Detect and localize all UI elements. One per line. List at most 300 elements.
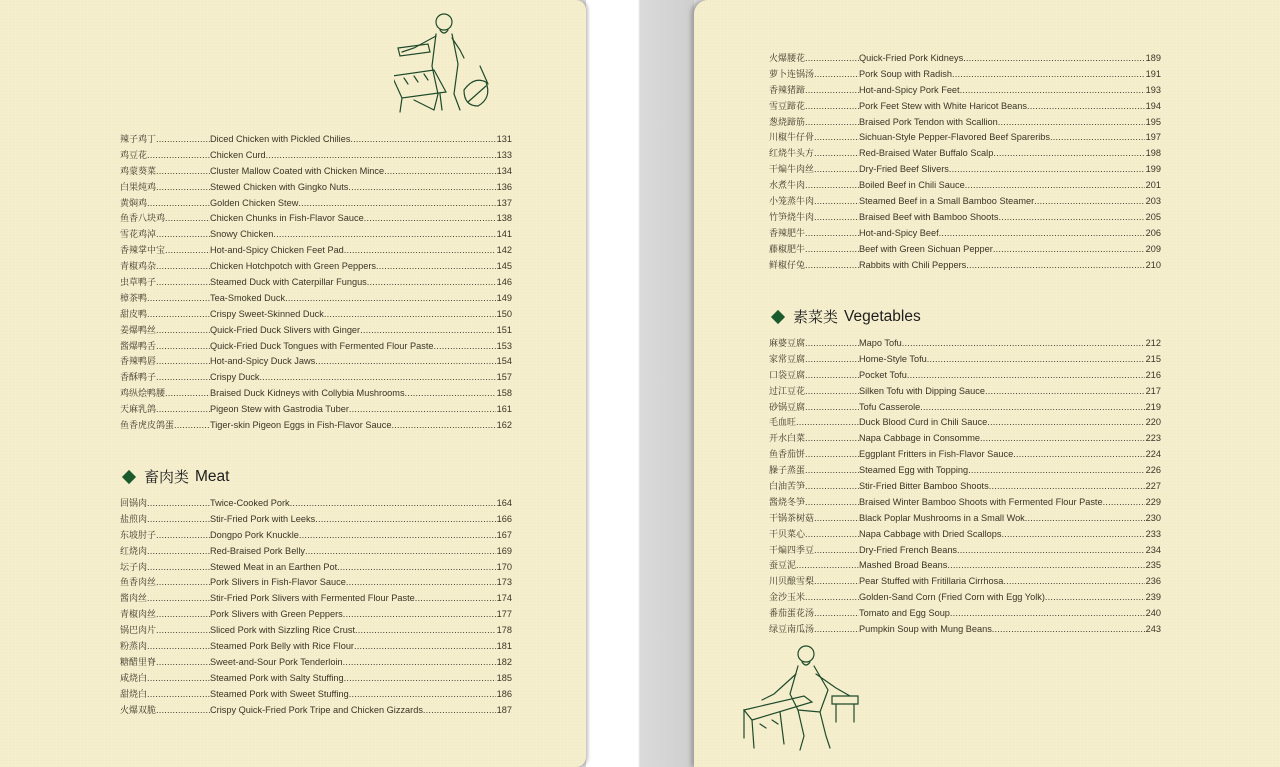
dot-leader bbox=[343, 607, 496, 623]
dot-leader bbox=[805, 83, 859, 99]
toc-entry[interactable] bbox=[120, 496, 512, 512]
dot-leader bbox=[998, 115, 1145, 131]
page-number: 203 bbox=[1145, 196, 1161, 207]
dish-name-en: Mapo Tofu bbox=[859, 338, 902, 348]
page-number: 170 bbox=[496, 561, 512, 572]
dish-name-zh: 姜爆鸭丝 bbox=[120, 325, 157, 336]
dish-name-en: Dry-Fried French Beans bbox=[859, 544, 958, 555]
toc-entry[interactable] bbox=[769, 67, 1161, 83]
dish-name-en: Cluster Mallow Coated with Chicken Mince bbox=[210, 165, 385, 176]
toc-entry[interactable] bbox=[769, 606, 1161, 622]
dish-name-zh: 甜皮鸭 bbox=[120, 309, 148, 320]
dot-leader bbox=[947, 558, 1145, 574]
dish-name-en: Pork Feet Stew with White Haricot Beans bbox=[859, 100, 1027, 111]
dot-leader bbox=[814, 543, 859, 559]
dish-name-zh: 雪花鸡淖 bbox=[120, 230, 157, 241]
page-number: 185 bbox=[496, 672, 512, 683]
dish-name-en: Tofu Casserole bbox=[859, 401, 921, 412]
page-number: 141 bbox=[496, 229, 512, 240]
page-number: 138 bbox=[496, 213, 512, 224]
dot-leader bbox=[805, 479, 859, 495]
dot-leader bbox=[156, 354, 210, 370]
dish-name-en: Red-Braised Water Buffalo Scalp bbox=[859, 148, 994, 159]
toc-entry[interactable] bbox=[769, 99, 1161, 115]
dot-leader bbox=[260, 370, 496, 386]
toc-entry[interactable] bbox=[120, 607, 512, 623]
toc-entry[interactable] bbox=[769, 622, 1161, 638]
dot-leader bbox=[985, 384, 1145, 400]
toc-entry[interactable] bbox=[769, 463, 1161, 479]
page-number: 150 bbox=[496, 308, 512, 319]
toc-entry[interactable] bbox=[120, 259, 512, 275]
dot-leader bbox=[147, 496, 210, 512]
vegetables-heading-zh: 素菜类 bbox=[793, 308, 839, 326]
dish-name-zh: 麻婆豆腐 bbox=[769, 339, 806, 349]
toc-entry[interactable] bbox=[769, 51, 1161, 67]
dish-name-zh: 干锅茶树菇 bbox=[769, 513, 815, 524]
toc-entry[interactable] bbox=[120, 386, 512, 402]
dot-leader bbox=[165, 386, 210, 402]
dish-name-zh: 香酥鸭子 bbox=[120, 373, 157, 384]
dish-name-en: Quick-Fried Duck Slivers with Ginger bbox=[210, 324, 361, 335]
dish-name-zh: 绿豆南瓜汤 bbox=[769, 625, 815, 636]
dish-name-zh: 火爆双脆 bbox=[120, 705, 157, 716]
dish-name-en: Braised Duck Kidneys with Collybia Mushrooms bbox=[210, 388, 405, 399]
toc-entry[interactable] bbox=[120, 196, 512, 212]
dot-leader bbox=[805, 115, 859, 131]
page-number: 182 bbox=[496, 656, 512, 667]
dish-name-en: Steamed Pork with Sweet Stuffing bbox=[210, 688, 349, 699]
page-number: 235 bbox=[1145, 560, 1161, 571]
toc-entry[interactable] bbox=[120, 148, 512, 164]
toc-entry[interactable] bbox=[769, 194, 1161, 210]
dot-leader bbox=[147, 639, 210, 655]
dish-name-en: Tiger-skin Pigeon Eggs in Fish-Flavor Sauce bbox=[210, 420, 392, 431]
dish-name-en: Mashed Broad Beans bbox=[859, 560, 948, 571]
page-number: 223 bbox=[1145, 433, 1161, 444]
dish-name-zh: 酱爆鸭舌 bbox=[120, 341, 157, 352]
dot-leader bbox=[415, 591, 496, 607]
dot-leader bbox=[266, 148, 496, 164]
dot-leader bbox=[343, 655, 496, 671]
page-number: 186 bbox=[496, 688, 512, 699]
page-number: 229 bbox=[1145, 496, 1161, 507]
toc-entry[interactable] bbox=[120, 655, 512, 671]
toc-entry[interactable] bbox=[120, 671, 512, 687]
dish-name-en: Home-Style Tofu bbox=[859, 353, 927, 364]
dot-leader bbox=[1013, 447, 1145, 463]
toc-entry[interactable] bbox=[120, 275, 512, 291]
toc-entry[interactable] bbox=[769, 558, 1161, 574]
dot-leader bbox=[355, 623, 496, 639]
page-number: 151 bbox=[496, 324, 512, 335]
dot-leader bbox=[349, 402, 496, 418]
toc-entry[interactable] bbox=[120, 180, 512, 196]
meat-heading bbox=[122, 466, 229, 487]
dot-leader bbox=[968, 463, 1145, 479]
dot-leader bbox=[405, 386, 496, 402]
dish-name-zh: 臊子蒸蛋 bbox=[769, 466, 806, 477]
dot-leader bbox=[965, 178, 1145, 194]
dot-leader bbox=[814, 606, 859, 622]
dot-leader bbox=[998, 210, 1145, 226]
dish-name-zh: 天麻乳鸽 bbox=[120, 405, 157, 416]
page-number: 189 bbox=[1145, 53, 1161, 63]
page-number: 239 bbox=[1145, 592, 1161, 603]
toc-entry[interactable] bbox=[120, 560, 512, 576]
page-number: 197 bbox=[1145, 132, 1161, 143]
dish-name-zh: 东坡肘子 bbox=[120, 530, 157, 541]
dot-leader bbox=[156, 528, 210, 544]
toc-entry[interactable] bbox=[769, 415, 1161, 431]
dot-leader bbox=[384, 164, 496, 180]
toc-entry[interactable] bbox=[769, 384, 1161, 400]
dot-leader bbox=[805, 527, 859, 543]
dot-leader bbox=[290, 496, 496, 512]
page-number: 215 bbox=[1145, 353, 1161, 364]
toc-entry[interactable] bbox=[120, 544, 512, 560]
toc-entry[interactable] bbox=[120, 132, 512, 148]
dish-name-zh: 黄焖鸡 bbox=[120, 198, 148, 209]
dot-leader bbox=[273, 227, 496, 243]
dish-name-zh: 干煸牛肉丝 bbox=[769, 165, 815, 176]
dot-leader bbox=[367, 275, 496, 291]
dot-leader bbox=[980, 431, 1145, 447]
dot-leader bbox=[952, 67, 1145, 83]
page-number: 169 bbox=[496, 545, 512, 556]
dish-name-en: Silken Tofu with Dipping Sauce bbox=[859, 385, 985, 396]
page-number: 133 bbox=[496, 149, 512, 160]
dot-leader bbox=[348, 180, 496, 196]
dot-leader bbox=[814, 67, 859, 83]
page-number: 226 bbox=[1145, 465, 1161, 476]
dish-name-zh: 樟茶鸭 bbox=[120, 293, 148, 304]
meat-heading-en: Meat bbox=[195, 467, 230, 485]
dish-name-zh: 干煸四季豆 bbox=[769, 545, 815, 556]
toc-entry[interactable] bbox=[120, 323, 512, 339]
dot-leader bbox=[805, 431, 859, 447]
dish-name-zh: 番茄蛋花汤 bbox=[769, 609, 815, 620]
dot-leader bbox=[156, 164, 210, 180]
dish-name-zh: 香辣掌中宝 bbox=[120, 246, 166, 257]
page-number: 158 bbox=[496, 388, 512, 399]
dish-name-en: Duck Blood Curd in Chili Sauce bbox=[859, 417, 988, 428]
dot-leader bbox=[354, 639, 496, 655]
toc-entry[interactable] bbox=[769, 162, 1161, 178]
toc-entry[interactable] bbox=[769, 83, 1161, 99]
dot-leader bbox=[814, 130, 859, 146]
page-number: 194 bbox=[1145, 100, 1161, 111]
dish-name-en: Braised Pork Tendon with Scallion bbox=[859, 116, 998, 127]
dot-leader bbox=[156, 259, 210, 275]
dot-leader bbox=[156, 703, 210, 719]
toc-entry[interactable] bbox=[120, 418, 512, 434]
dot-leader bbox=[966, 258, 1145, 274]
dish-name-zh: 香辣猪蹄 bbox=[769, 85, 806, 96]
page-number: 191 bbox=[1145, 68, 1161, 79]
toc-entry[interactable] bbox=[769, 400, 1161, 416]
meat-list bbox=[120, 496, 512, 718]
page-number: 195 bbox=[1145, 116, 1161, 127]
page-number: 220 bbox=[1145, 417, 1161, 428]
dish-name-zh: 虫草鸭子 bbox=[120, 278, 157, 289]
dot-leader bbox=[298, 196, 496, 212]
meat-list-continued bbox=[769, 51, 1161, 273]
dish-name-en: Black Poplar Mushrooms in a Small Wok bbox=[859, 512, 1025, 523]
dot-leader bbox=[315, 512, 496, 528]
dot-leader bbox=[344, 671, 496, 687]
dot-leader bbox=[950, 606, 1145, 622]
dot-leader bbox=[147, 671, 210, 687]
dot-leader bbox=[1045, 590, 1145, 606]
dish-name-en: Dry-Fried Beef Slivers bbox=[859, 164, 949, 175]
meat-heading-zh: 畜肉类 bbox=[144, 468, 190, 486]
toc-entry[interactable] bbox=[120, 402, 512, 418]
dish-name-zh: 白油苦笋 bbox=[769, 482, 806, 493]
dot-leader bbox=[156, 655, 210, 671]
dish-name-en: Tomato and Egg Soup bbox=[859, 608, 950, 619]
dot-leader bbox=[814, 146, 859, 162]
dot-leader bbox=[963, 51, 1145, 67]
toc-entry[interactable] bbox=[120, 307, 512, 323]
dish-name-zh: 鲜椒仔兔 bbox=[769, 260, 806, 271]
toc-entry[interactable] bbox=[769, 210, 1161, 226]
toc-entry[interactable] bbox=[120, 339, 512, 355]
toc-entry[interactable] bbox=[120, 639, 512, 655]
toc-entry[interactable] bbox=[769, 178, 1161, 194]
dish-name-en: Boiled Beef in Chili Sauce bbox=[859, 180, 965, 191]
dish-name-zh: 口袋豆腐 bbox=[769, 370, 806, 381]
toc-entry[interactable] bbox=[769, 574, 1161, 590]
dish-name-en: Stir-Fried Pork Slivers with Fermented Flour Paste bbox=[210, 593, 415, 604]
toc-entry[interactable] bbox=[120, 591, 512, 607]
poultry-list bbox=[120, 132, 512, 434]
toc-entry[interactable] bbox=[769, 511, 1161, 527]
dish-name-zh: 鱼香八块鸡 bbox=[120, 214, 166, 225]
dish-name-zh: 糖醋里脊 bbox=[120, 657, 157, 668]
toc-entry[interactable] bbox=[120, 243, 512, 259]
dish-name-en: Crispy Duck bbox=[210, 372, 260, 383]
toc-entry[interactable] bbox=[769, 146, 1161, 162]
dish-name-zh: 鸡纵烩鸭腰 bbox=[120, 389, 166, 400]
dish-name-en: Sliced Pork with Sizzling Rice Crust bbox=[210, 625, 356, 636]
dot-leader bbox=[156, 402, 210, 418]
dot-leader bbox=[907, 368, 1145, 384]
craftsman-illustration-icon bbox=[740, 640, 862, 758]
dot-leader bbox=[147, 591, 210, 607]
toc-entry[interactable] bbox=[769, 431, 1161, 447]
dot-leader bbox=[805, 242, 859, 258]
dish-name-en: Golden Chicken Stew bbox=[210, 197, 299, 208]
dish-name-zh: 鱼香虎皮鸽蛋 bbox=[120, 421, 175, 432]
dot-leader bbox=[147, 291, 210, 307]
toc-entry[interactable] bbox=[120, 354, 512, 370]
page-number: 136 bbox=[496, 181, 512, 192]
dish-name-zh: 小笼蒸牛肉 bbox=[769, 197, 815, 208]
dot-leader bbox=[299, 528, 496, 544]
dish-name-zh: 蚕豆泥 bbox=[769, 561, 797, 572]
dish-name-en: Rabbits with Chili Peppers bbox=[859, 259, 967, 270]
toc-entry[interactable] bbox=[769, 527, 1161, 543]
page-number: 199 bbox=[1145, 164, 1161, 175]
dot-leader bbox=[805, 463, 859, 479]
dish-name-en: Stir-Fried Pork with Leeks bbox=[210, 513, 316, 524]
dish-name-zh: 坛子肉 bbox=[120, 562, 148, 573]
page-number: 157 bbox=[496, 372, 512, 383]
vegetables-heading-en: Vegetables bbox=[844, 307, 921, 325]
toc-entry[interactable] bbox=[120, 164, 512, 180]
toc-entry[interactable] bbox=[769, 130, 1161, 146]
dish-name-en: Red-Braised Pork Belly bbox=[210, 545, 305, 556]
dot-leader bbox=[165, 243, 210, 259]
chef-illustration-icon bbox=[394, 6, 498, 118]
dish-name-en: Quick-Fried Pork Kidneys bbox=[859, 53, 964, 63]
dish-name-en: Sweet-and-Sour Pork Tenderloin bbox=[210, 656, 343, 667]
dish-name-zh: 青椒鸡杂 bbox=[120, 262, 157, 273]
dish-name-en: Pork Soup with Radish bbox=[859, 68, 952, 79]
page-number: 153 bbox=[496, 340, 512, 351]
page-number: 219 bbox=[1145, 401, 1161, 412]
dish-name-zh: 金沙玉米 bbox=[769, 593, 806, 604]
dot-leader bbox=[1002, 527, 1146, 543]
dot-leader bbox=[147, 196, 210, 212]
dot-leader bbox=[156, 607, 210, 623]
dot-leader bbox=[156, 623, 210, 639]
toc-entry[interactable] bbox=[769, 336, 1161, 352]
dot-leader bbox=[364, 211, 496, 227]
dot-leader bbox=[814, 210, 859, 226]
dish-name-en: Diced Chicken with Pickled Chilies bbox=[210, 134, 351, 144]
dot-leader bbox=[305, 544, 496, 560]
page-number: 134 bbox=[496, 165, 512, 176]
page-number: 217 bbox=[1145, 385, 1161, 396]
dot-leader bbox=[993, 242, 1145, 258]
dot-leader bbox=[814, 511, 859, 527]
toc-entry[interactable] bbox=[120, 211, 512, 227]
dish-name-zh: 川椒牛仔骨 bbox=[769, 133, 815, 144]
dot-leader bbox=[423, 703, 496, 719]
dot-leader bbox=[927, 352, 1145, 368]
toc-entry[interactable] bbox=[120, 512, 512, 528]
dish-name-en: Crispy Quick-Fried Pork Tripe and Chicken Gizzards bbox=[210, 704, 423, 715]
toc-entry[interactable] bbox=[769, 352, 1161, 368]
toc-entry[interactable] bbox=[120, 528, 512, 544]
page-number: 236 bbox=[1145, 576, 1161, 587]
page-number: 149 bbox=[496, 292, 512, 303]
dish-name-en: Pork Slivers with Green Peppers bbox=[210, 609, 343, 620]
page-number: 178 bbox=[496, 625, 512, 636]
page-number: 164 bbox=[496, 498, 512, 508]
toc-entry[interactable] bbox=[120, 623, 512, 639]
vegetables-list bbox=[769, 336, 1161, 638]
dish-name-en: Chicken Hotchpotch with Green Peppers bbox=[210, 261, 376, 272]
toc-entry[interactable] bbox=[769, 258, 1161, 274]
dot-leader bbox=[350, 132, 496, 148]
toc-entry[interactable] bbox=[769, 543, 1161, 559]
dot-leader bbox=[156, 575, 210, 591]
dish-name-en: Hot-and-Spicy Beef bbox=[859, 227, 939, 238]
dish-name-en: Pear Stuffed with Fritillaria Cirrhosa bbox=[859, 576, 1004, 587]
dish-name-en: Chicken Curd bbox=[210, 149, 266, 160]
toc-entry[interactable] bbox=[769, 115, 1161, 131]
page-number: 166 bbox=[496, 513, 512, 524]
toc-entry[interactable] bbox=[769, 495, 1161, 511]
dish-name-en: Golden-Sand Corn (Fried Corn with Egg Yolk) bbox=[859, 592, 1045, 603]
dish-name-zh: 毛血旺 bbox=[769, 418, 797, 429]
toc-entry[interactable] bbox=[120, 370, 512, 386]
dish-name-zh: 过江豆花 bbox=[769, 386, 806, 397]
dot-leader bbox=[156, 180, 210, 196]
dish-name-zh: 红烧牛头方 bbox=[769, 149, 815, 160]
dish-name-en: Braised Beef with Bamboo Shoots bbox=[859, 211, 999, 222]
toc-entry[interactable] bbox=[769, 447, 1161, 463]
page-number: 173 bbox=[496, 577, 512, 588]
dot-leader bbox=[156, 339, 210, 355]
toc-entry[interactable] bbox=[120, 575, 512, 591]
page-number: 205 bbox=[1145, 211, 1161, 222]
toc-entry[interactable] bbox=[769, 226, 1161, 242]
dot-leader bbox=[814, 622, 859, 638]
dish-name-zh: 水煮牛肉 bbox=[769, 181, 806, 192]
dish-name-zh: 藤椒肥牛 bbox=[769, 244, 806, 255]
page-number: 174 bbox=[496, 593, 512, 604]
dot-leader bbox=[174, 418, 210, 434]
dot-leader bbox=[285, 291, 496, 307]
page-number: 234 bbox=[1145, 544, 1161, 555]
dish-name-zh: 辣子鸡丁 bbox=[120, 135, 157, 145]
dish-name-en: Steamed Egg with Topping bbox=[859, 465, 969, 476]
dot-leader bbox=[805, 226, 859, 242]
dot-leader bbox=[805, 258, 859, 274]
toc-entry[interactable] bbox=[120, 687, 512, 703]
dot-leader bbox=[344, 243, 496, 259]
dish-name-zh: 砂锅豆腐 bbox=[769, 402, 806, 413]
dish-name-en: Steamed Pork with Salty Stuffing bbox=[210, 672, 344, 683]
dish-name-en: Pumpkin Soup with Mung Beans bbox=[859, 624, 992, 635]
dot-leader bbox=[805, 368, 859, 384]
dot-leader bbox=[805, 51, 859, 67]
toc-entry[interactable] bbox=[120, 291, 512, 307]
toc-entry[interactable] bbox=[769, 479, 1161, 495]
dot-leader bbox=[147, 307, 210, 323]
dot-leader bbox=[992, 622, 1145, 638]
dish-name-en: Steamed Beef in a Small Bamboo Steamer bbox=[859, 196, 1035, 207]
dot-leader bbox=[805, 178, 859, 194]
toc-entry[interactable] bbox=[769, 242, 1161, 258]
dish-name-en: Napa Cabbage in Consomme bbox=[859, 433, 981, 444]
dish-name-zh: 酱肉丝 bbox=[120, 594, 148, 605]
dish-name-en: Hot-and-Spicy Duck Jaws bbox=[210, 356, 316, 367]
dish-name-zh: 粉蒸肉 bbox=[120, 642, 148, 653]
dish-name-en: Steamed Duck with Caterpillar Fungus bbox=[210, 277, 367, 288]
page-number: 227 bbox=[1145, 481, 1161, 492]
toc-entry[interactable] bbox=[120, 227, 512, 243]
dish-name-zh: 竹笋烧牛肉 bbox=[769, 212, 815, 223]
dot-leader bbox=[156, 323, 210, 339]
page-number: 167 bbox=[496, 529, 512, 540]
dot-leader bbox=[805, 590, 859, 606]
dish-name-zh: 锅巴肉片 bbox=[120, 626, 157, 637]
dot-leader bbox=[939, 226, 1145, 242]
toc-entry[interactable] bbox=[120, 703, 512, 719]
dot-leader bbox=[349, 687, 496, 703]
dot-leader bbox=[1027, 99, 1145, 115]
toc-entry[interactable] bbox=[769, 590, 1161, 606]
page-number: 230 bbox=[1145, 512, 1161, 523]
dot-leader bbox=[156, 275, 210, 291]
toc-entry[interactable] bbox=[769, 368, 1161, 384]
page-number: 162 bbox=[496, 420, 512, 431]
